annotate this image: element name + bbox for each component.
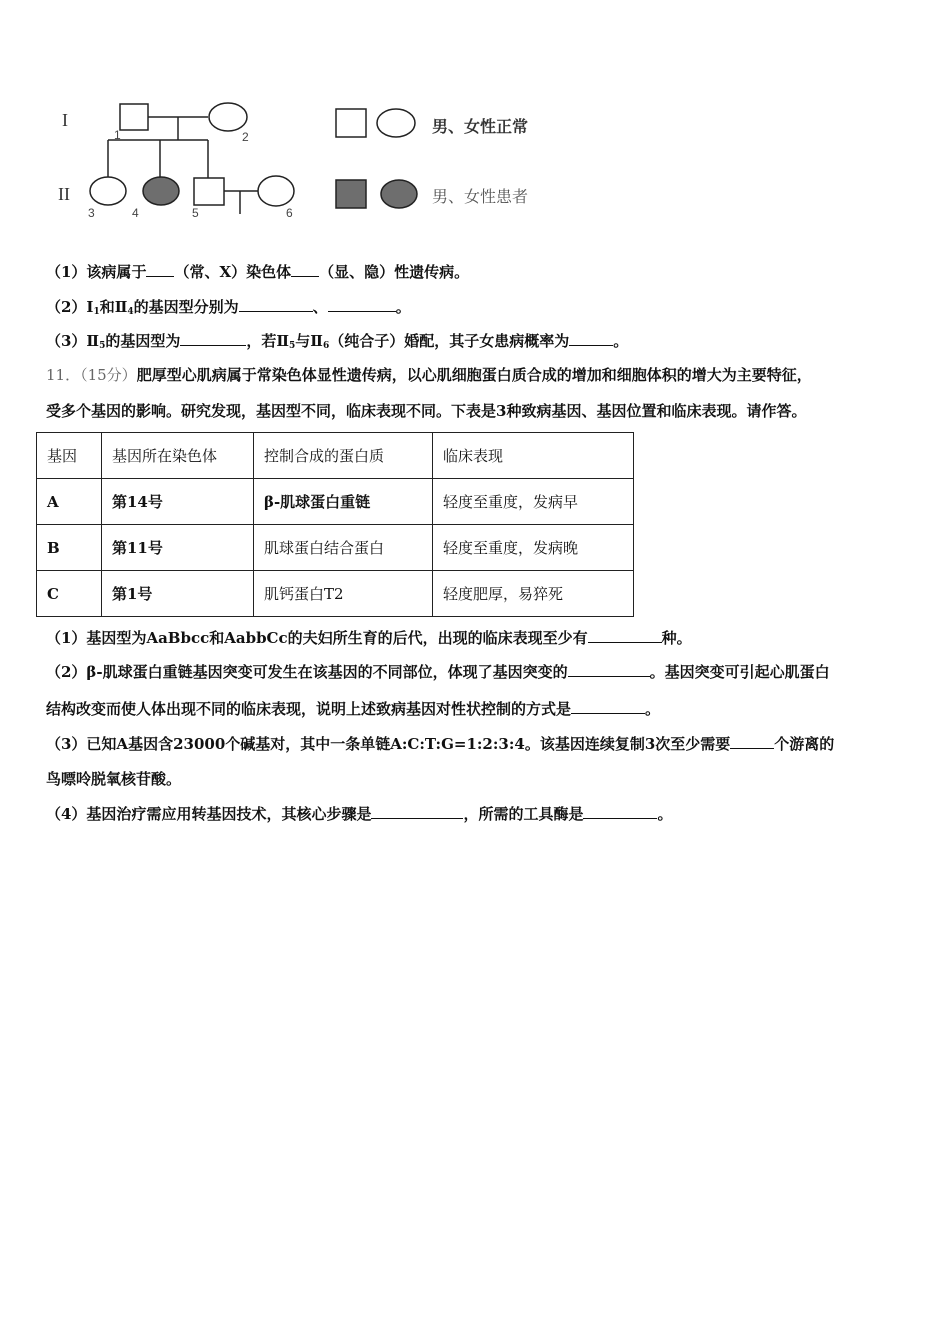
- table-cell: 第11号: [102, 525, 254, 571]
- table-cell: 肌球蛋白结合蛋白: [254, 525, 433, 571]
- individual-label-4: 4: [132, 206, 139, 220]
- legend-affected-label: 男、女性患者: [432, 187, 529, 206]
- individual-label-3: 3: [88, 206, 95, 220]
- individual-label-1: 1: [114, 128, 121, 142]
- table-header-cell: 基因所在染色体: [102, 433, 254, 479]
- answer-blank[interactable]: [583, 803, 657, 819]
- answer-blank[interactable]: [730, 733, 774, 749]
- individual-5-male: [194, 178, 224, 205]
- q10-part-3: $(3)Ⅱ_5$的基因型为 ，若$Ⅱ_5$与$Ⅱ_6$（纯合子）婚配，其子女患病概率为 。: [46, 332, 629, 351]
- answer-blank[interactable]: [571, 698, 645, 714]
- answer-blank[interactable]: [588, 627, 662, 643]
- individual-label-5: 5: [192, 206, 199, 220]
- table-cell: 第14号: [102, 479, 254, 525]
- gene-table: [36, 432, 634, 617]
- answer-blank[interactable]: [180, 330, 246, 346]
- q11-part-2-line-1: （2）β-肌球蛋白重链基因突变可发生在该基因的不同部位，体现了基因突变的 。基因突变可引起心肌蛋白: [46, 663, 830, 681]
- individual-2-female: [209, 103, 247, 131]
- answer-blank[interactable]: [371, 803, 463, 819]
- q10-part-1: （1）该病属于 （常、X）染色体 （显、隐）性遗传病。: [46, 263, 470, 281]
- table-row: [37, 571, 634, 617]
- q11-intro-line-1: 11．（15分）肥厚型心肌病属于常染色体显性遗传病，以心肌细胞蛋白质合成的增加和细胞体积的增大为主要特征，: [46, 366, 812, 384]
- legend-male-normal: [336, 109, 366, 137]
- pedigree-chart: [50, 92, 320, 227]
- individual-6-female: [258, 176, 294, 206]
- legend-male-affected: [336, 180, 366, 208]
- table-cell: C: [37, 571, 102, 617]
- table-header-row: [37, 433, 634, 479]
- q11-part-1: （1）基因型为AaBbcc和AabbCc的夫妇所生育的后代，出现的临床表现至少有 种。: [46, 629, 692, 647]
- q10-part-2: $(2)Ⅰ_1$和$Ⅱ_4$的基因型分别为 、 。: [46, 298, 411, 317]
- table-cell: 轻度至重度，发病晚: [433, 525, 634, 571]
- q11-part-3-line-1: （3）已知A基因含23000个碱基对，其中一条单链A:C:T:G=1:2:3:4。该基因连续复制3次至少需要 个游离的: [46, 735, 835, 753]
- answer-blank[interactable]: [146, 261, 174, 277]
- answer-blank[interactable]: [328, 296, 396, 312]
- individual-3-female: [90, 177, 126, 205]
- table-cell: β-肌球蛋白重链: [254, 479, 433, 525]
- answer-blank[interactable]: [568, 661, 650, 677]
- table-header-cell: 控制合成的蛋白质: [254, 433, 433, 479]
- table-header-cell: 基因: [37, 433, 102, 479]
- table-row: [37, 479, 634, 525]
- q11-part-4: （4）基因治疗需应用转基因技术，其核心步骤是 ，所需的工具酶是 。: [46, 805, 673, 823]
- table-cell: 肌钙蛋白T2: [254, 571, 433, 617]
- table-header-cell: 临床表现: [433, 433, 634, 479]
- generation-label-i: I: [62, 110, 68, 130]
- individual-4-female-affected: [143, 177, 179, 205]
- q11-part-2-line-2: 结构改变而使人体出现不同的临床表现，说明上述致病基因对性状控制的方式是 。: [46, 700, 661, 718]
- individual-label-2: 2: [242, 130, 249, 144]
- legend-normal-label: 男、女性正常: [432, 117, 529, 136]
- q11-intro-line-2: 受多个基因的影响。研究发现，基因型不同，临床表现不同。下表是3种致病基因、基因位置和临床表现。请作答。: [46, 402, 807, 420]
- answer-blank[interactable]: [291, 261, 319, 277]
- answer-blank[interactable]: [239, 296, 313, 312]
- answer-blank[interactable]: [569, 330, 613, 346]
- table-cell: B: [37, 525, 102, 571]
- generation-label-ii: II: [58, 184, 70, 204]
- table-row: [37, 525, 634, 571]
- q11-part-3-line-2: 鸟嘌呤脱氧核苷酸。: [46, 770, 182, 788]
- table-cell: 轻度肥厚，易猝死: [433, 571, 634, 617]
- individual-1-male: [120, 104, 148, 130]
- table-cell: 轻度至重度，发病早: [433, 479, 634, 525]
- legend-female-normal: [377, 109, 415, 137]
- legend-female-affected: [381, 180, 417, 208]
- table-cell: A: [37, 479, 102, 525]
- legend-symbols: [334, 106, 424, 210]
- table-cell: 第1号: [102, 571, 254, 617]
- individual-label-6: 6: [286, 206, 293, 220]
- question-number: 11．（15分）: [46, 366, 137, 384]
